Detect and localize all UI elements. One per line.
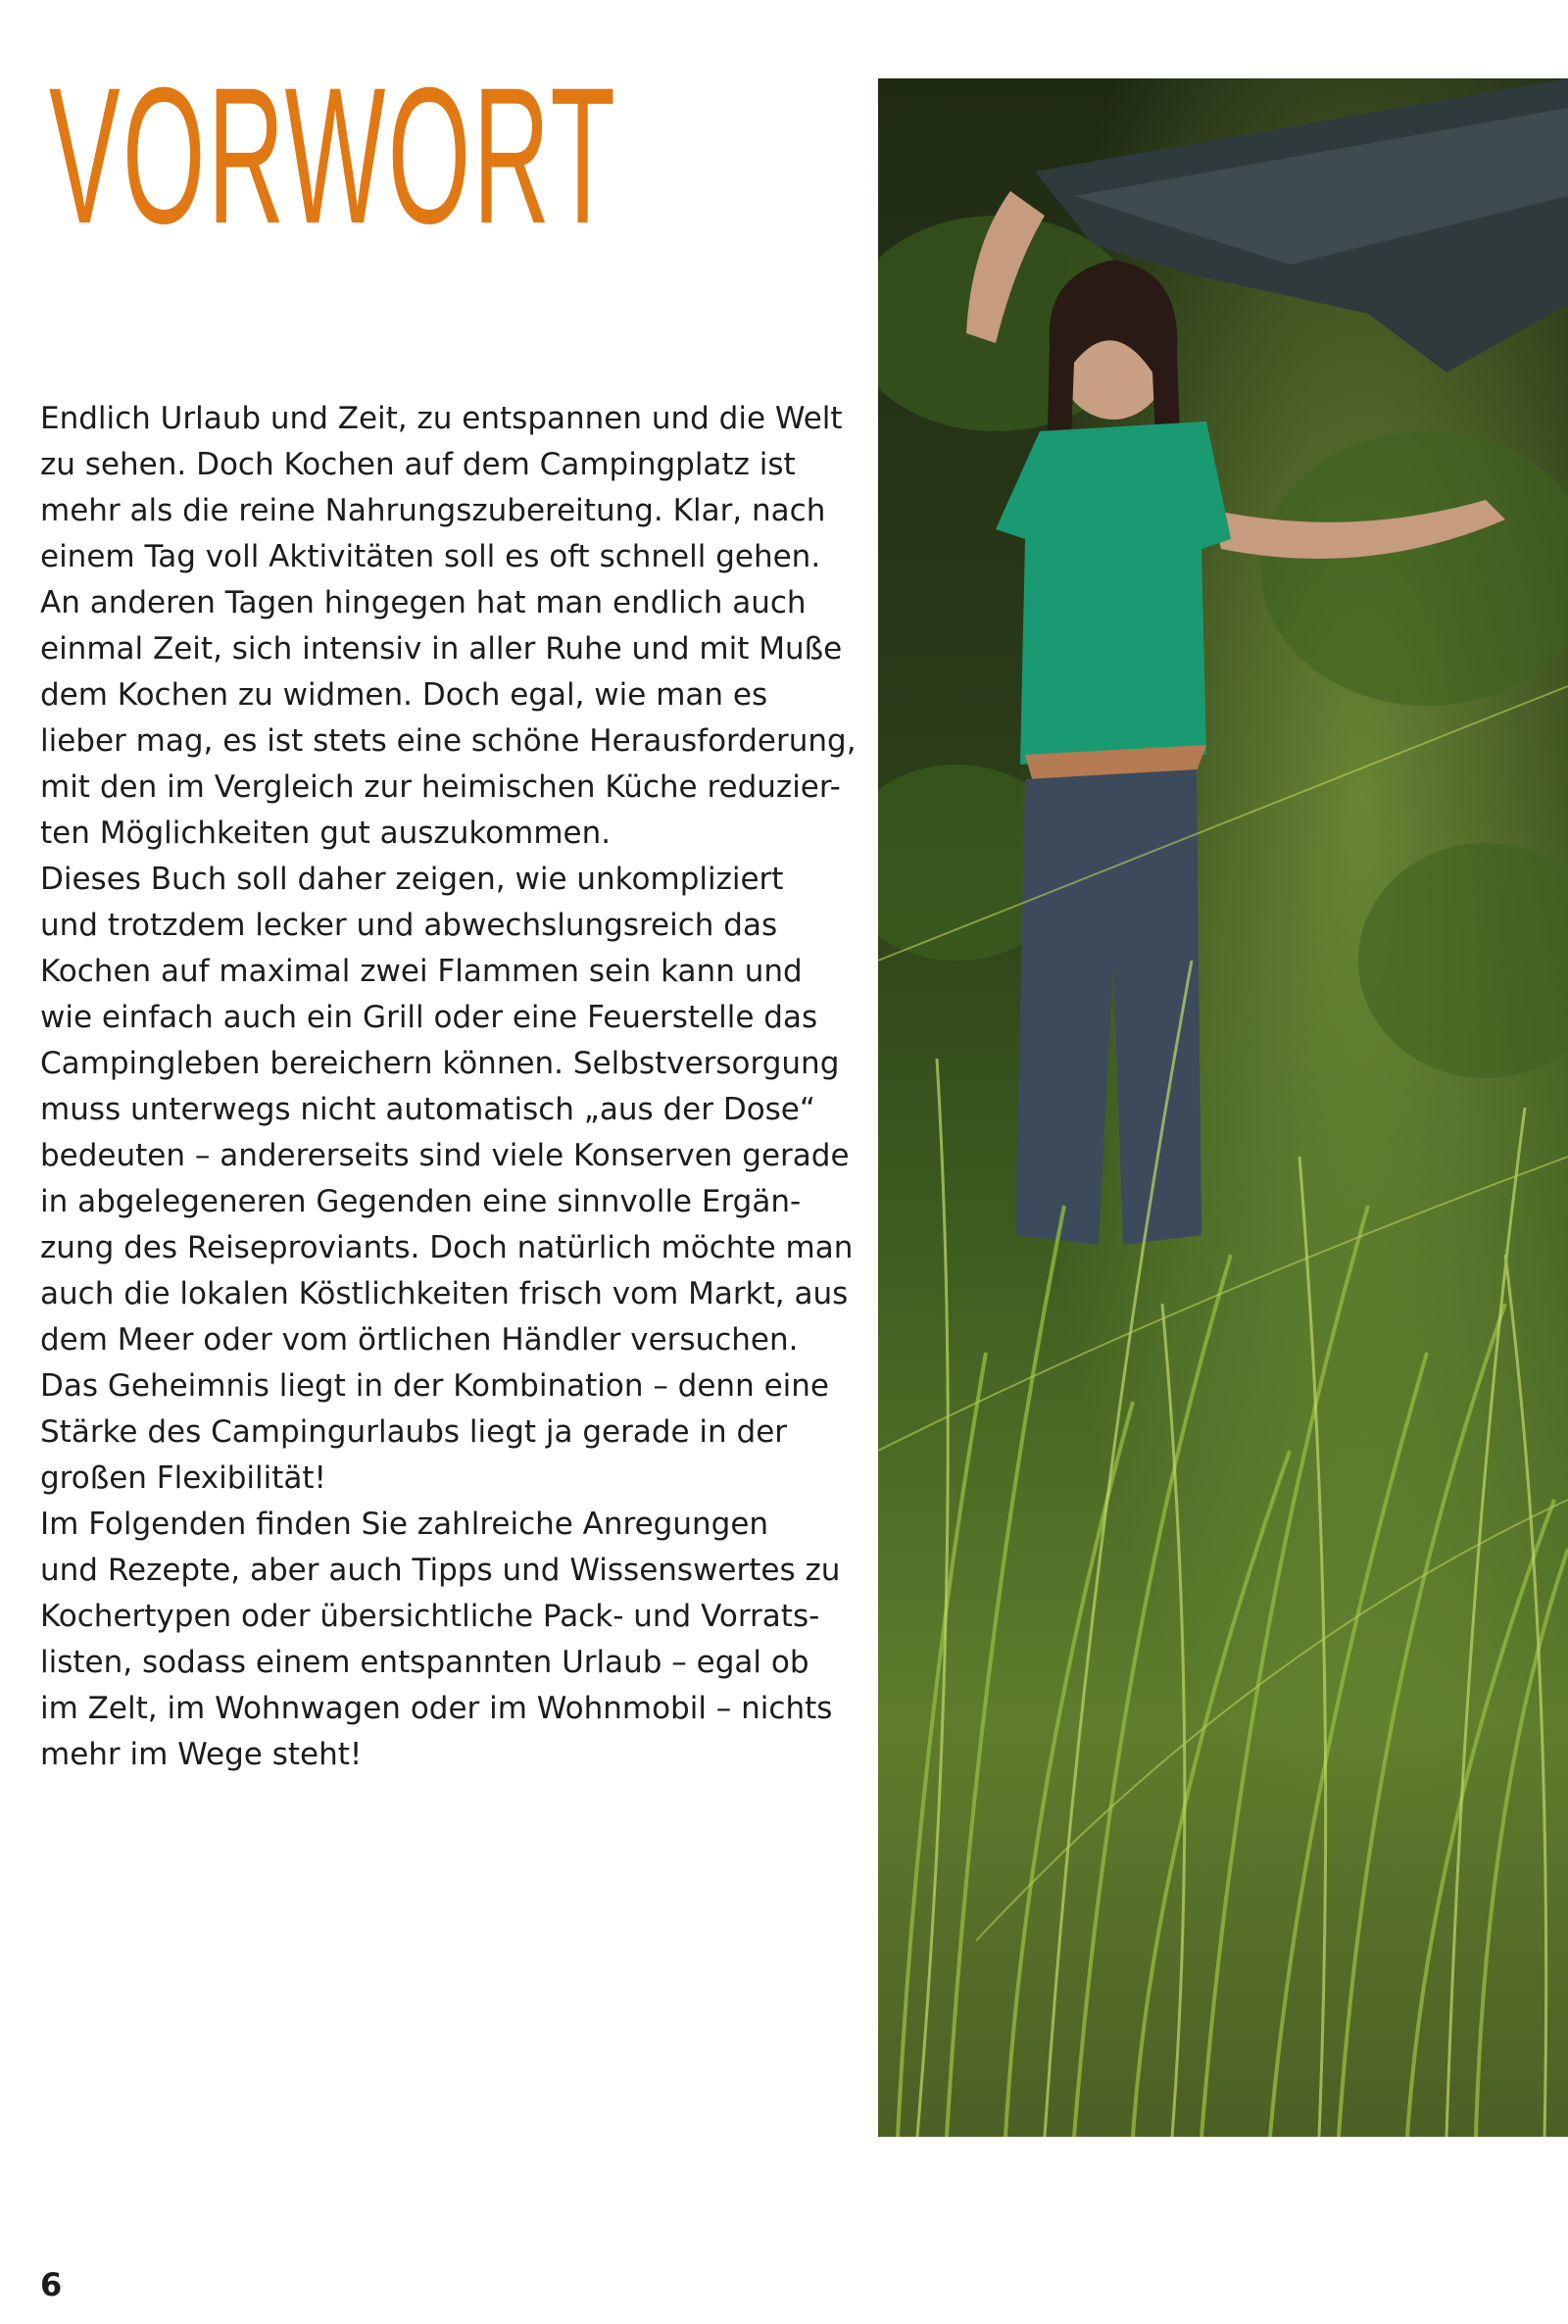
- text-line: Endlich Urlaub und Zeit, zu entspannen und die Welt: [40, 401, 843, 436]
- foreword-text: [40, 396, 857, 1778]
- text-line: zu sehen. Doch Kochen auf dem Campingplatz ist: [40, 447, 796, 482]
- text-line: Im Folgenden finden Sie zahlreiche Anregungen: [40, 1507, 769, 1542]
- text-line: wie einfach auch ein Grill oder eine Feuerstelle das: [40, 1000, 818, 1035]
- text-line: ten Möglichkeiten gut auszukommen.: [40, 816, 612, 851]
- text-line: mit den im Vergleich zur heimischen Küche reduzier-: [40, 769, 841, 805]
- text-line: Stärke des Campingurlaubs liegt ja gerade in der: [40, 1414, 788, 1450]
- text-line: einem Tag voll Aktivitäten soll es oft schnell gehen.: [40, 539, 821, 574]
- text-line: Kochen auf maximal zwei Flammen sein kann und: [40, 954, 803, 989]
- text-line: und trotzdem lecker und abwechslungsreich das: [40, 908, 778, 943]
- text-line: mehr im Wege steht!: [40, 1737, 363, 1772]
- text-line: Kochertypen oder übersichtliche Pack- und Vorrats-: [40, 1599, 820, 1634]
- text-line: auch die lokalen Köstlichkeiten frisch vom Markt, aus: [40, 1276, 849, 1311]
- text-line: listen, sodass einem entspannten Urlaub – egal ob: [40, 1645, 809, 1680]
- text-line: dem Kochen zu widmen. Doch egal, wie man es: [40, 677, 768, 713]
- page-title: VORWORT: [49, 47, 618, 264]
- text-line: und Rezepte, aber auch Tipps und Wissenswertes zu: [40, 1553, 841, 1588]
- text-line: lieber mag, es ist stets eine schöne Herausforderung,: [40, 723, 857, 759]
- camping-photo: [878, 78, 1568, 2137]
- text-line: muss unterwegs nicht automatisch „aus der Dose“: [40, 1092, 815, 1127]
- text-line: mehr als die reine Nahrungszubereitung. Klar, nach: [40, 493, 826, 528]
- text-line: im Zelt, im Wohnwagen oder im Wohnmobil – nichts: [40, 1691, 833, 1726]
- text-line: großen Flexibilität!: [40, 1460, 326, 1496]
- text-line: Campingleben bereichern können. Selbstversorgung: [40, 1046, 840, 1081]
- photo-illustration: [878, 78, 1568, 2137]
- page-number: 6: [40, 2266, 63, 2303]
- text-line: bedeuten – andererseits sind viele Konserven gerade: [40, 1138, 850, 1173]
- text-line: Das Geheimnis liegt in der Kombination – denn eine: [40, 1368, 829, 1404]
- text-line: zung des Reiseproviants. Doch natürlich möchte man: [40, 1230, 854, 1265]
- text-line: An anderen Tagen hingegen hat man endlich auch: [40, 585, 807, 620]
- text-line: in abgelegeneren Gegenden eine sinnvolle Ergän-: [40, 1184, 802, 1219]
- text-line: einmal Zeit, sich intensiv in aller Ruhe und mit Muße: [40, 631, 843, 667]
- text-line: Dieses Buch soll daher zeigen, wie unkompliziert: [40, 862, 784, 897]
- text-line: dem Meer oder vom örtlichen Händler versuchen.: [40, 1322, 799, 1358]
